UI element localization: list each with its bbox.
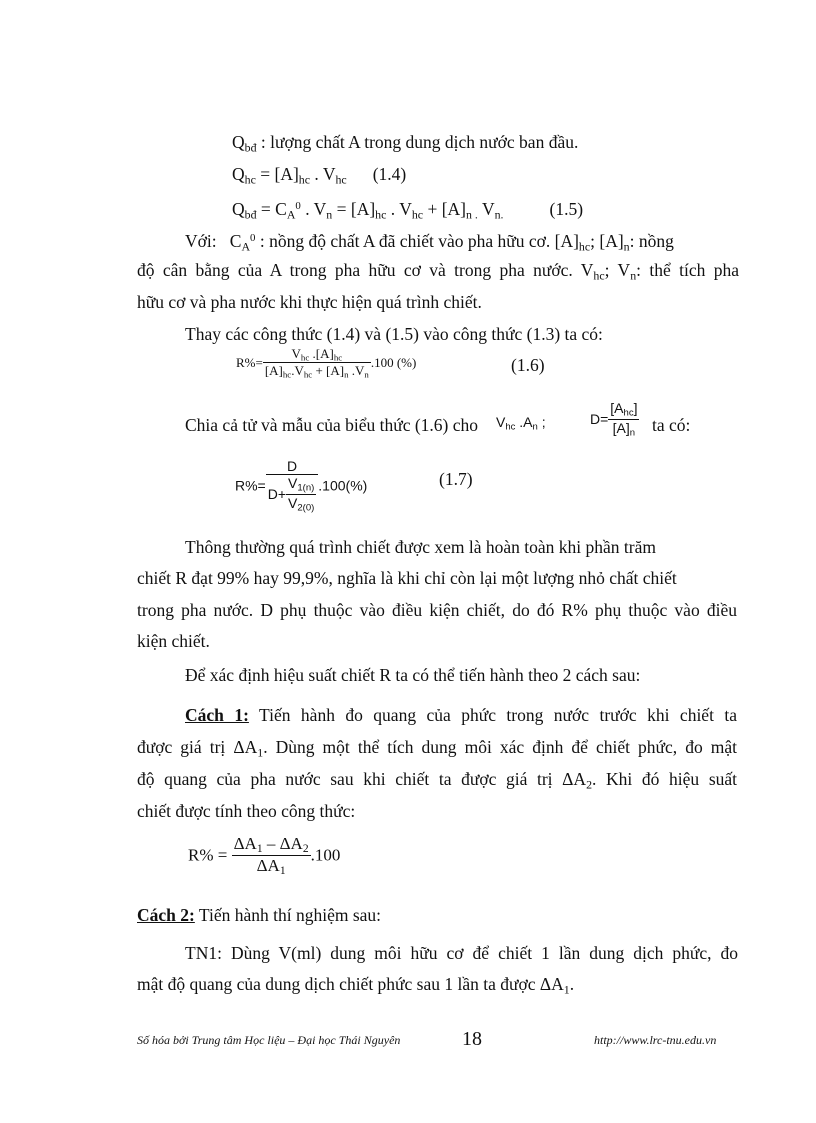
paragraph-1-line-2: chiết R đạt 99% hay 99,9%, nghĩa là khi chỉ còn lại một lượng nhỏ chất chiết xyxy=(137,568,677,588)
method-1-line-3: độ quang của pha nước sau khi chiết ta được giá trị ΔA2. Khi đó hiệu suất xyxy=(137,769,738,792)
definition-voi: Với: $CA^0$ : nồng độ chất A đã chiết vào pha hữu cơ. [A]hc; [A]n: nồng xyxy=(185,230,674,254)
paragraph-chia: Chia cả tử và mẫu của biểu thức (1.6) cho xyxy=(185,415,479,435)
equation-1-5: Qbđ = $CA^0$ . Vn = [A]hc . Vhc + [A]n . Vn. (1.5) xyxy=(232,198,584,222)
fraction-1-6: $\frac{\text{Vhc .[A]hc}}{\text{[A]hc.Vhc + [A]n .Vn}}$ xyxy=(264,346,369,380)
paragraph-1-line-1: Thông thường quá trình chiết được xem là hoàn toàn khi phần trăm xyxy=(185,537,656,557)
page-number: 18 xyxy=(462,1028,482,1050)
paragraph-1-line-4: kiện chiết. xyxy=(137,631,210,651)
equation-number-1-6: (1.6) xyxy=(511,355,545,375)
paragraph-thay: Thay các công thức (1.4) và (1.5) vào công thức (1.3) ta có: xyxy=(185,324,603,344)
method-1-line-2: được giá trị ΔA1. Dùng một thể tích dung môi xác định để chiết phức, đo mật xyxy=(137,737,737,760)
paragraph-2: Để xác định hiệu suất chiết R ta có thể tiến hành theo 2 cách sau: xyxy=(185,665,641,685)
fraction-method-1: $\frac{\Delta A1 - \Delta A2}{\Delta A1}$ xyxy=(233,834,309,878)
method-2-line-1: Cách 2: Tiến hành thí nghiệm sau: xyxy=(137,905,382,925)
method-2-label: Cách 2: xyxy=(137,905,195,925)
paragraph-taco: ta có: xyxy=(652,415,691,435)
footer-url[interactable]: http://www.lrc-tnu.edu.vn xyxy=(594,1033,717,1047)
equation-1-4: Qhc = [A]hc . Vhc (1.4) xyxy=(232,164,407,187)
qbd-text: : lượng chất A trong dung dịch nước ban đầu. xyxy=(260,132,579,152)
definition-line-3: hữu cơ và pha nước khi thực hiện quá trình chiết. xyxy=(137,292,482,312)
paragraph-1-line-3: trong pha nước. D phụ thuộc vào điều kiện chiết, do đó R% phụ thuộc vào điều xyxy=(137,600,737,620)
method-1-line-1: Cách 1: Tiến hành đo quang của phức trong nước trước khi chiết ta xyxy=(185,705,737,725)
equation-number-1-7: (1.7) xyxy=(439,469,473,489)
equation-number-1-4: (1.4) xyxy=(372,164,407,184)
equation-1-7: R%= D D+ $\frac{V1(n)}{V2(0)}$ .100(%) xyxy=(235,458,368,514)
expression-vhc-an: Vhc .An ; xyxy=(496,414,546,433)
tn1-line-2: mật độ quang của dung dịch chiết phức sau 1 lần ta được ΔA1. xyxy=(137,974,575,997)
tn1-line-1: TN1: Dùng V(ml) dung môi hữu cơ để chiết 1 lần dung dịch phức, đo xyxy=(185,943,738,963)
definition-qbd: Qbđ : lượng chất A trong dung dịch nước ban đầu. xyxy=(232,132,579,155)
expression-d: D= $\frac{\text{[Ahc]}}{[A]n}$ xyxy=(590,400,638,439)
definition-line-2: độ cân bằng của A trong pha hữu cơ và trong pha nước. Vhc; Vn: thể tích pha xyxy=(137,260,739,283)
equation-number-1-5: (1.5) xyxy=(549,198,584,219)
equation-1-6: R%= $\frac{\text{Vhc .[A]hc}}{\text{[A]hc.Vhc + [A]n .Vn}}$ .100 (%) xyxy=(236,346,417,380)
equation-method-1: R% = $\frac{\Delta A1 - \Delta A2}{\Delta A1}$ .100 xyxy=(188,834,341,878)
method-1-label: Cách 1: xyxy=(185,705,249,725)
footer-source: Số hóa bởi Trung tâm Học liệu – Đại học Thái Nguyên xyxy=(137,1033,401,1047)
fraction-1-7: D D+ $\frac{V1(n)}{V2(0)}$ xyxy=(266,458,319,513)
method-1-line-4: chiết được tính theo công thức: xyxy=(137,801,356,821)
